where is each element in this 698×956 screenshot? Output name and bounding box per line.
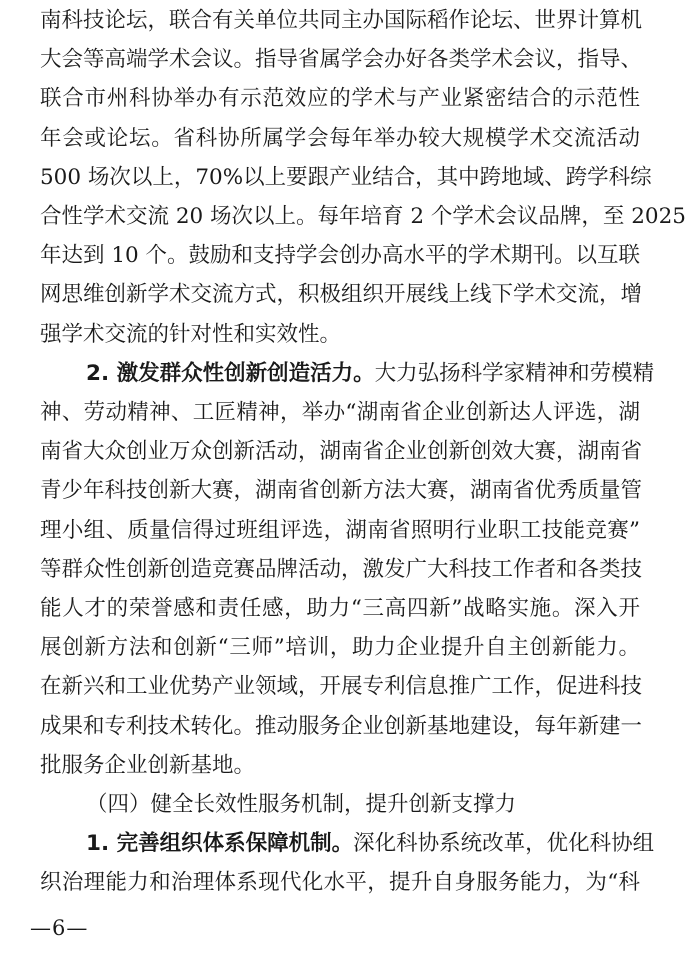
paragraph-line: 年达到 10 个。鼓励和支持学会创办高水平的学术期刊。以互联 bbox=[40, 243, 641, 269]
paragraph-line: 500 场次以上，70%以上要跟产业结合，其中跨地域、跨学科综 bbox=[40, 164, 652, 190]
paragraph-line: 合性学术交流 20 场次以上。每年培育 2 个学术会议品牌，至 2025 bbox=[40, 204, 686, 229]
paragraph-line: 能人才的荣誉感和责任感，助力“三高四新”战略实施。深入开 bbox=[40, 596, 640, 621]
paragraph-line: 联合市州科协举办有示范效应的学术与产业紧密结合的示范性 bbox=[40, 86, 640, 112]
page-number: —6— bbox=[30, 916, 89, 940]
paragraph-line: 大会等高端学术会议。指导省属学会办好各类学术会议，指导、 bbox=[40, 47, 643, 73]
section-4-1-heading: 1. 完善组织体系保障机制。 bbox=[86, 831, 354, 857]
section-heading-line bbox=[86, 359, 655, 389]
paragraph-line: 在新兴和工业优势产业领域，开展专利信息推广工作，促进科技 bbox=[40, 674, 643, 700]
paragraph-line: 年会或论坛。省科协所属学会每年举办较大规模学术交流活动 bbox=[40, 125, 640, 151]
paragraph-line: 织治理能力和治理体系现代化水平，提升自身服务能力，为“科 bbox=[40, 870, 640, 896]
paragraph-line: 展创新方法和创新“三师”培训，助力企业提升自主创新能力。 bbox=[40, 635, 640, 661]
section-4-1-first-text: 深化科协系统改革，优化科协组 bbox=[353, 831, 655, 857]
paragraph-line: 强学术交流的针对性和实效性。 bbox=[40, 321, 342, 347]
paragraph-line: 网思维创新学术交流方式，积极组织开展线上线下学术交流，增 bbox=[40, 282, 643, 308]
paragraph-line: 南科技论坛，联合有关单位共同主办国际稻作论坛、世界计算机 bbox=[40, 8, 643, 33]
paragraph-line: 批服务企业创新基地。 bbox=[40, 752, 256, 778]
section-2-heading: 2. 激发群众性创新创造活力。 bbox=[86, 360, 375, 386]
paragraph-line: 南省大众创业万众创新活动，湖南省企业创新创效大赛，湖南省 bbox=[40, 439, 643, 465]
section-heading-line bbox=[86, 829, 655, 859]
section-2-first-text: 大力弘扬科学家精神和劳模精 bbox=[374, 360, 655, 386]
section-4-heading: （四）健全长效性服务机制，提升创新支撑力 bbox=[86, 792, 517, 817]
paragraph-line: 青少年科技创新大赛，湖南省创新方法大赛，湖南省优秀质量管 bbox=[40, 478, 643, 504]
paragraph-line: 等群众性创新创造竞赛品牌活动，激发广大科技工作者和各类技 bbox=[40, 556, 643, 582]
paragraph-line: 神、劳动精神、工匠精神，举办“湖南省企业创新达人评选，湖 bbox=[40, 400, 640, 425]
paragraph-line: 理小组、质量信得过班组评选，湖南省照明行业职工技能竞赛” bbox=[40, 517, 640, 543]
paragraph-line: 成果和专利技术转化。推动服务企业创新基地建设，每年新建一 bbox=[40, 713, 643, 739]
